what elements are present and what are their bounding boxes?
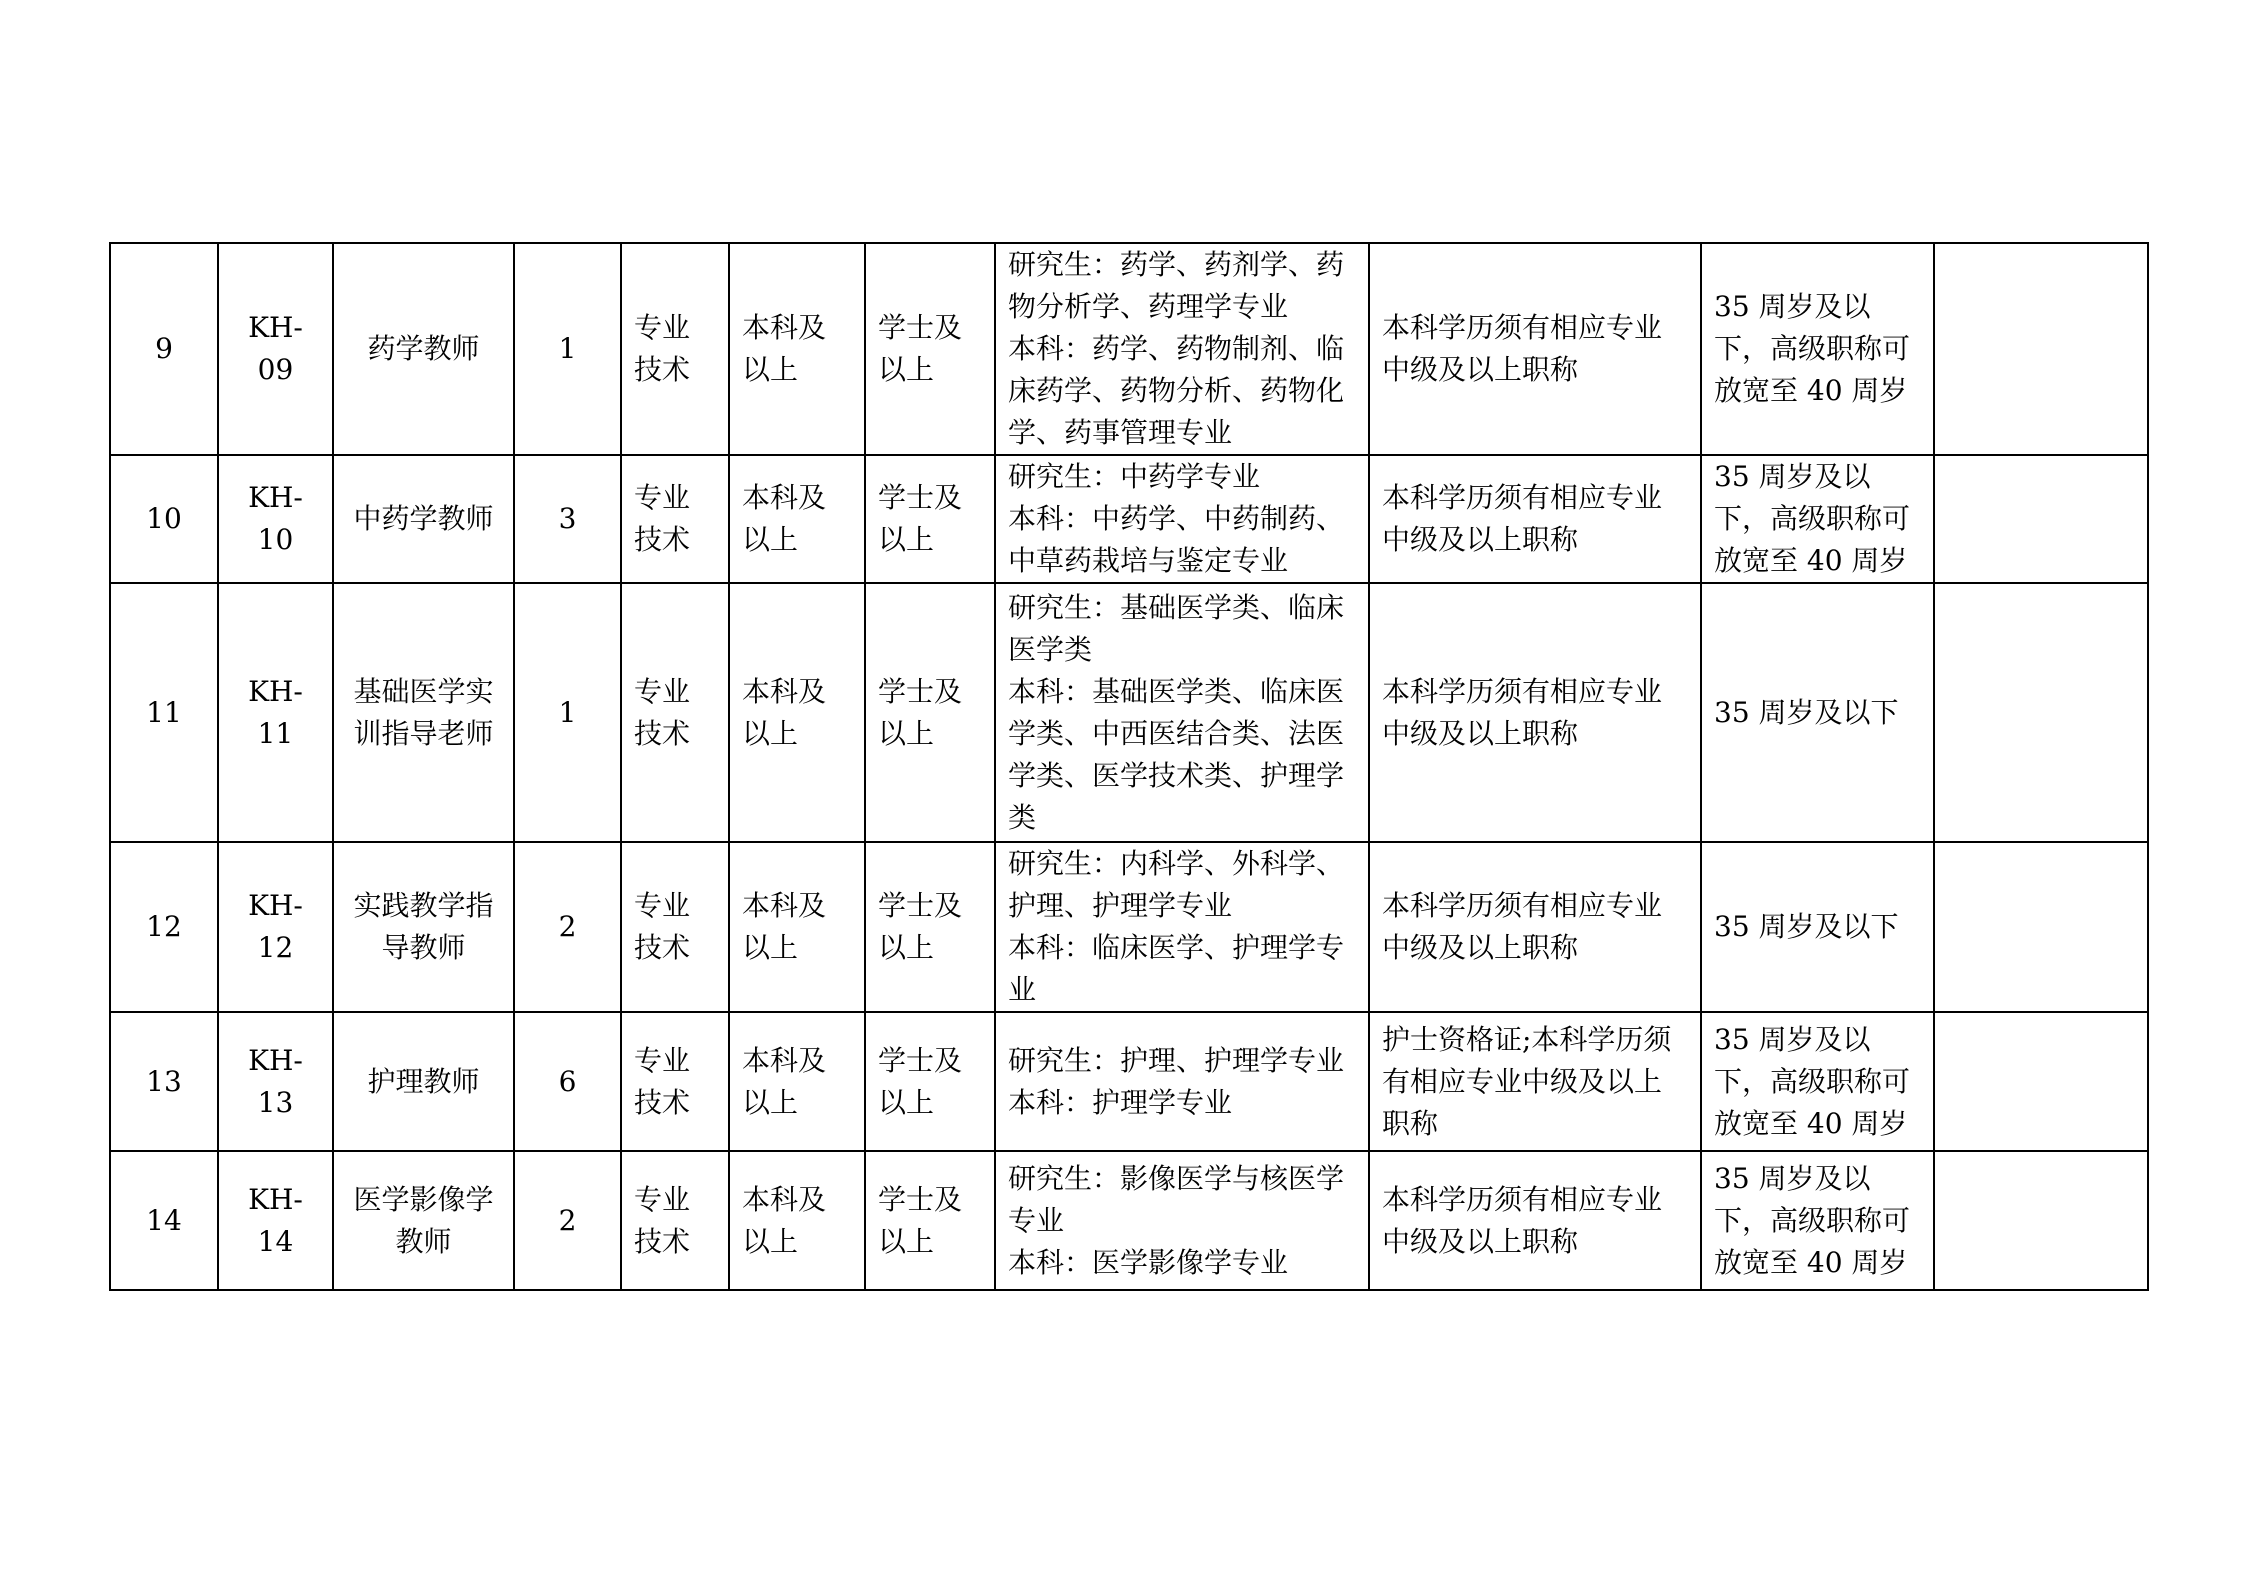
cell-degree: 学士及 以上	[865, 243, 995, 455]
cell-major: 研究生：中药学专业 本科：中药学、中药制药、中草药栽培与鉴定专业	[995, 455, 1369, 583]
cell-requirement: 本科学历须有相应专业中级及以上职称	[1369, 1151, 1701, 1290]
cell-code: KH-12	[218, 842, 333, 1012]
cell-position: 护理教师	[333, 1012, 514, 1151]
table-row	[110, 1012, 2148, 1151]
cell-position: 实践教学指导教师	[333, 842, 514, 1012]
cell-age: 35 周岁及以下	[1701, 583, 1934, 842]
cell-category: 专业 技术	[621, 583, 729, 842]
cell-degree: 学士及 以上	[865, 583, 995, 842]
cell-no: 12	[110, 842, 218, 1012]
cell-major: 研究生：内科学、外科学、护理、护理学专业 本科：临床医学、护理学专业	[995, 842, 1369, 1012]
cell-note	[1934, 1012, 2148, 1151]
cell-education: 本科及 以上	[729, 1151, 865, 1290]
cell-degree: 学士及 以上	[865, 1151, 995, 1290]
cell-education: 本科及 以上	[729, 842, 865, 1012]
cell-count: 6	[514, 1012, 621, 1151]
cell-position: 医学影像学教师	[333, 1151, 514, 1290]
cell-position: 中药学教师	[333, 455, 514, 583]
cell-education: 本科及 以上	[729, 1012, 865, 1151]
cell-major: 研究生：护理、护理学专业 本科：护理学专业	[995, 1012, 1369, 1151]
cell-requirement: 护士资格证;本科学历须有相应专业中级及以上职称	[1369, 1012, 1701, 1151]
cell-requirement: 本科学历须有相应专业中级及以上职称	[1369, 243, 1701, 455]
cell-category: 专业 技术	[621, 455, 729, 583]
cell-no: 13	[110, 1012, 218, 1151]
cell-no: 14	[110, 1151, 218, 1290]
table-row	[110, 455, 2148, 583]
cell-major: 研究生：药学、药剂学、药物分析学、药理学专业 本科：药学、药物制剂、临床药学、药物分析、药物化学、药事管理专业	[995, 243, 1369, 455]
cell-note	[1934, 455, 2148, 583]
cell-code: KH-14	[218, 1151, 333, 1290]
cell-degree: 学士及 以上	[865, 455, 995, 583]
cell-requirement: 本科学历须有相应专业中级及以上职称	[1369, 842, 1701, 1012]
cell-major: 研究生：基础医学类、临床医学类 本科：基础医学类、临床医学类、中西医结合类、法医学类、医学技术类、护理学类	[995, 583, 1369, 842]
cell-category: 专业 技术	[621, 1012, 729, 1151]
cell-age: 35 周岁及以下，高级职称可放宽至 40 周岁	[1701, 243, 1934, 455]
cell-age: 35 周岁及以下，高级职称可放宽至 40 周岁	[1701, 1151, 1934, 1290]
cell-no: 9	[110, 243, 218, 455]
recruitment-table	[109, 242, 2149, 1291]
cell-category: 专业 技术	[621, 1151, 729, 1290]
cell-note	[1934, 1151, 2148, 1290]
cell-position: 药学教师	[333, 243, 514, 455]
cell-code: KH-11	[218, 583, 333, 842]
cell-age: 35 周岁及以下	[1701, 842, 1934, 1012]
cell-requirement: 本科学历须有相应专业中级及以上职称	[1369, 455, 1701, 583]
cell-age: 35 周岁及以下，高级职称可放宽至 40 周岁	[1701, 455, 1934, 583]
cell-category: 专业 技术	[621, 243, 729, 455]
table-row	[110, 842, 2148, 1012]
cell-code: KH-13	[218, 1012, 333, 1151]
table-row	[110, 1151, 2148, 1290]
cell-no: 11	[110, 583, 218, 842]
cell-age: 35 周岁及以下，高级职称可放宽至 40 周岁	[1701, 1012, 1934, 1151]
cell-major: 研究生：影像医学与核医学专业 本科：医学影像学专业	[995, 1151, 1369, 1290]
cell-education: 本科及 以上	[729, 583, 865, 842]
cell-requirement: 本科学历须有相应专业中级及以上职称	[1369, 583, 1701, 842]
cell-degree: 学士及 以上	[865, 1012, 995, 1151]
cell-count: 1	[514, 243, 621, 455]
cell-code: KH-10	[218, 455, 333, 583]
cell-no: 10	[110, 455, 218, 583]
cell-note	[1934, 583, 2148, 842]
cell-count: 2	[514, 842, 621, 1012]
cell-count: 3	[514, 455, 621, 583]
cell-category: 专业 技术	[621, 842, 729, 1012]
cell-position: 基础医学实训指导老师	[333, 583, 514, 842]
cell-degree: 学士及 以上	[865, 842, 995, 1012]
table-row	[110, 243, 2148, 455]
cell-note	[1934, 842, 2148, 1012]
cell-code: KH-09	[218, 243, 333, 455]
cell-education: 本科及 以上	[729, 243, 865, 455]
cell-education: 本科及 以上	[729, 455, 865, 583]
cell-note	[1934, 243, 2148, 455]
cell-count: 1	[514, 583, 621, 842]
cell-count: 2	[514, 1151, 621, 1290]
table-row	[110, 583, 2148, 842]
